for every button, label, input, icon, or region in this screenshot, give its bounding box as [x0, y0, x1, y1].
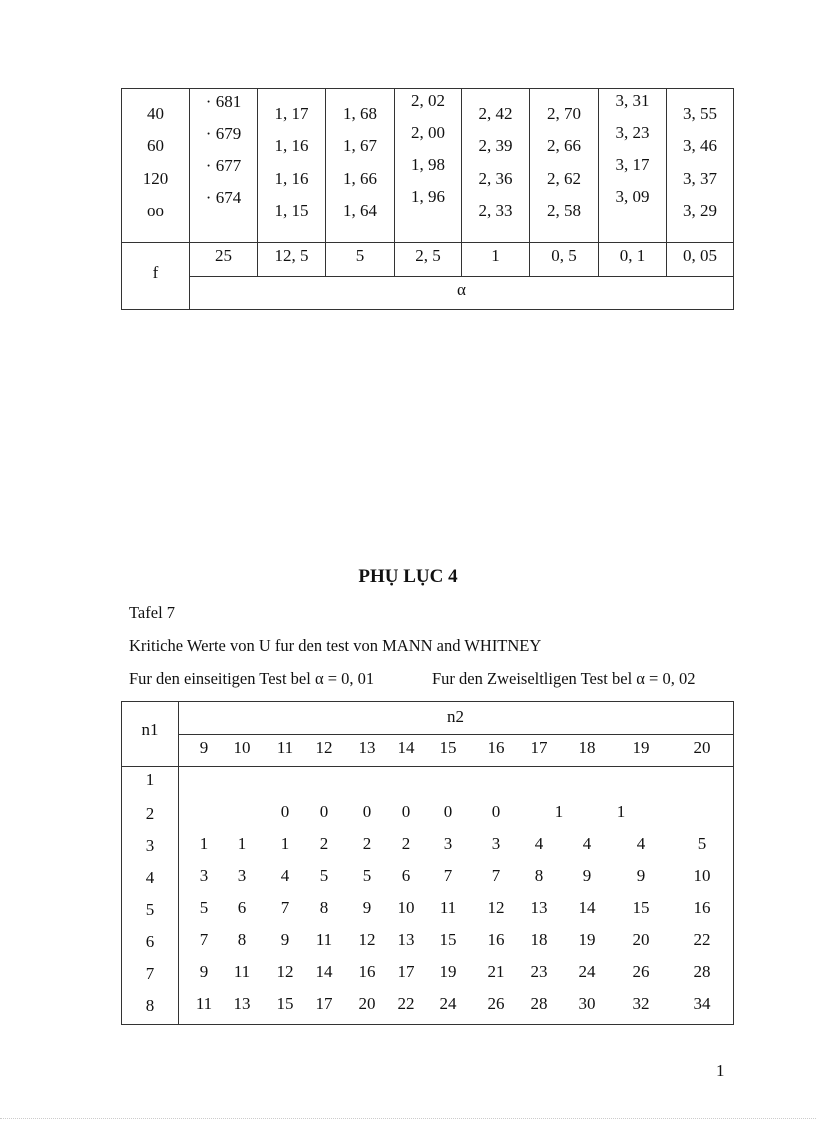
table-cell: 13 — [530, 898, 548, 917]
table-cell: 1, 98 — [411, 155, 445, 174]
table-cell: 5 — [199, 898, 209, 917]
table-cell: 9 — [199, 962, 209, 981]
mann-whitney-table — [121, 701, 734, 1025]
table-cell: 11 — [195, 994, 213, 1013]
table-cell: 2, 33 — [478, 201, 513, 220]
table-cell: 3, 09 — [615, 187, 650, 206]
f-label: f — [152, 263, 159, 282]
table-cell: 3 — [237, 866, 247, 885]
table-cell: 26 — [632, 962, 650, 981]
table-cell: 2, 39 — [478, 136, 513, 155]
table-cell: 2 — [401, 834, 411, 853]
n2-value: 16 — [487, 738, 505, 757]
table-cell: 1, 15 — [274, 201, 309, 220]
table-cell: 20 — [358, 994, 376, 1013]
table-cell: 19 — [578, 930, 596, 949]
table-cell: 2 — [319, 834, 329, 853]
n1-value: 1 — [145, 770, 155, 789]
table-cell: 9 — [362, 898, 372, 917]
table-cell: 4 — [636, 834, 646, 853]
alpha-value: 1 — [491, 246, 500, 265]
value-column-2-5 — [395, 89, 461, 242]
table-cell: 11 — [439, 898, 457, 917]
table-cell: 3, 46 — [683, 136, 717, 155]
condition-one-sided: Fur den einseitigen Test bel α = 0, 01 — [129, 669, 375, 688]
table-cell: 2, 58 — [547, 201, 581, 220]
table-cell: 22 — [397, 994, 415, 1013]
table-cell: 1, 96 — [411, 187, 445, 206]
table-cell: 28 — [693, 962, 711, 981]
table-cell: 3, 29 — [683, 201, 717, 220]
table-cell: 3, 37 — [683, 169, 717, 188]
table-cell: 13 — [233, 994, 251, 1013]
table-cell: 3, 23 — [615, 123, 650, 142]
table-cell: 2 — [362, 834, 372, 853]
table-cell: 28 — [530, 994, 548, 1013]
table-cell: 1, 16 — [274, 169, 309, 188]
table-cell: 16 — [358, 962, 376, 981]
table-cell: 0 — [280, 802, 290, 821]
table-cell: 15 — [632, 898, 650, 917]
alpha-value: 5 — [355, 246, 365, 265]
table-cell: 32 — [632, 994, 650, 1013]
table-cell: 12 — [487, 898, 505, 917]
n2-header — [178, 707, 733, 727]
table-cell: 7 — [199, 930, 209, 949]
table-cell: 6 — [237, 898, 247, 917]
table-cell: 2, 36 — [478, 169, 513, 188]
table-cell: 7 — [491, 866, 501, 885]
table-cell: 7 — [280, 898, 290, 917]
table-cell: 4 — [582, 834, 592, 853]
table-cell: 17 — [397, 962, 415, 981]
alpha-value: 2, 5 — [415, 246, 441, 265]
table-cell: 14 — [578, 898, 596, 917]
table-cell: 14 — [315, 962, 333, 981]
value-column-0-5 — [530, 89, 598, 242]
table-cell: 3, 31 — [615, 91, 650, 110]
table-cell: 0 — [319, 802, 329, 821]
table-cell: 1, 64 — [343, 201, 377, 220]
n2-value: 19 — [632, 738, 650, 757]
table-cell: 22 — [693, 930, 711, 949]
table-cell: 12 — [276, 962, 294, 981]
table-cell: 11 — [233, 962, 251, 981]
table-cell: 2, 66 — [547, 136, 581, 155]
n2-label: n2 — [447, 707, 464, 726]
value-column-0-1 — [599, 89, 666, 242]
table-cell: 1, 66 — [343, 169, 377, 188]
alpha-label: α — [457, 280, 466, 299]
table-cell: 11 — [315, 930, 333, 949]
table-cell: 8 — [237, 930, 247, 949]
table-cell: 8 — [534, 866, 544, 885]
n2-value: 9 — [199, 738, 209, 757]
table-cell: 1, 16 — [274, 136, 309, 155]
n1-value: 3 — [145, 836, 155, 855]
table-cell: · 677 — [205, 156, 242, 175]
value-column-12-5 — [258, 89, 325, 242]
n2-value: 17 — [530, 738, 548, 757]
table-cell: 4 — [534, 834, 544, 853]
alpha-value: 0, 05 — [683, 246, 717, 265]
df-value: 120 — [142, 169, 169, 188]
alpha-value: 0, 1 — [619, 246, 646, 265]
page-number: 1 — [716, 1061, 725, 1080]
table-cell: 16 — [487, 930, 505, 949]
table-subtitle: Kritiche Werte von U fur den test von MANN and WHITNEY — [129, 636, 542, 655]
table-cell: 3, 55 — [683, 104, 717, 123]
n1-value: 6 — [145, 932, 155, 951]
df-column — [122, 89, 189, 242]
table-cell: 7 — [443, 866, 453, 885]
table-cell: 2, 02 — [411, 91, 445, 110]
value-column-25 — [190, 89, 257, 242]
table-cell: 10 — [397, 898, 415, 917]
table-cell: 0 — [401, 802, 411, 821]
table-cell: · 681 — [205, 92, 242, 111]
table-cell: 6 — [401, 866, 411, 885]
n2-value: 14 — [397, 738, 415, 757]
critical-values-table-top — [121, 88, 734, 310]
table-cell: 9 — [636, 866, 646, 885]
table-cell: 1, 17 — [274, 104, 309, 123]
table-cell: 0 — [491, 802, 501, 821]
table-cell: 3 — [199, 866, 209, 885]
table-cell: 0 — [362, 802, 372, 821]
table-cell: 4 — [280, 866, 290, 885]
table-cell: 2, 62 — [547, 169, 581, 188]
n2-value: 15 — [439, 738, 457, 757]
table-cell: 17 — [315, 994, 333, 1013]
table-cell: 1 — [237, 834, 247, 853]
n1-value: 4 — [145, 868, 155, 887]
table-cell: 5 — [319, 866, 329, 885]
n2-value: 20 — [693, 738, 711, 757]
table-cell: 9 — [280, 930, 290, 949]
table-cell: 1 — [280, 834, 290, 853]
table-cell: 20 — [632, 930, 650, 949]
df-value: 60 — [147, 136, 164, 155]
table-cell: · 674 — [205, 188, 242, 207]
alpha-value: 25 — [215, 246, 232, 265]
n2-value: 18 — [578, 738, 596, 757]
table-cell: 2, 42 — [478, 104, 513, 123]
table-cell: 1 — [199, 834, 209, 853]
table-cell: 0 — [443, 802, 453, 821]
table-cell: 13 — [397, 930, 415, 949]
table-cell: 26 — [487, 994, 505, 1013]
n2-value: 10 — [233, 738, 251, 757]
table-cell: 1, 68 — [343, 104, 377, 123]
table-cell: · 679 — [205, 124, 242, 143]
table-cell: 15 — [439, 930, 457, 949]
table-cell: 15 — [276, 994, 294, 1013]
table-cell: 30 — [578, 994, 596, 1013]
table-cell: 1, 67 — [343, 136, 377, 155]
table-cell: 2, 70 — [547, 104, 581, 123]
n2-value: 13 — [358, 738, 376, 757]
table-cell: 12 — [358, 930, 376, 949]
table-cell: 23 — [530, 962, 548, 981]
alpha-value: 0, 5 — [551, 246, 577, 265]
table-cell: 9 — [582, 866, 592, 885]
page-bottom-rule — [0, 1118, 816, 1119]
condition-two-sided: Fur den Zweiseltligen Test bel α = 0, 02 — [432, 669, 696, 688]
appendix-heading: PHỤ LỤC 4 — [358, 566, 458, 587]
table-cell: 24 — [578, 962, 596, 981]
table-cell: 3 — [443, 834, 453, 853]
df-value: oo — [147, 201, 164, 220]
value-column-1 — [462, 89, 529, 242]
table-cell: 2, 00 — [411, 123, 445, 142]
n1-label: n1 — [141, 720, 159, 739]
n1-value: 5 — [145, 900, 155, 919]
table-cell: 16 — [693, 898, 711, 917]
table-cell: 18 — [530, 930, 548, 949]
table-cell: 1 — [616, 802, 626, 821]
alpha-value: 12, 5 — [274, 246, 309, 265]
table-cell: 8 — [319, 898, 329, 917]
value-column-0-05 — [667, 89, 733, 242]
n1-value: 7 — [145, 964, 155, 983]
n1-value: 8 — [145, 996, 155, 1015]
table-cell: 19 — [439, 962, 457, 981]
table-cell: 10 — [693, 866, 711, 885]
tafel-label: Tafel 7 — [129, 603, 176, 622]
table-cell: 3 — [491, 834, 501, 853]
table-cell: 1 — [554, 802, 564, 821]
table-cell: 5 — [697, 834, 707, 853]
table-cell: 21 — [487, 962, 505, 981]
table-cell: 3, 17 — [615, 155, 650, 174]
table-cell: 34 — [693, 994, 711, 1013]
df-value: 40 — [147, 104, 164, 123]
n1-value: 2 — [145, 804, 155, 823]
n2-value: 11 — [276, 738, 294, 757]
n2-value: 12 — [315, 738, 333, 757]
value-column-5 — [326, 89, 394, 242]
table-cell: 24 — [439, 994, 457, 1013]
table-cell: 5 — [362, 866, 372, 885]
n1-header — [122, 720, 178, 740]
